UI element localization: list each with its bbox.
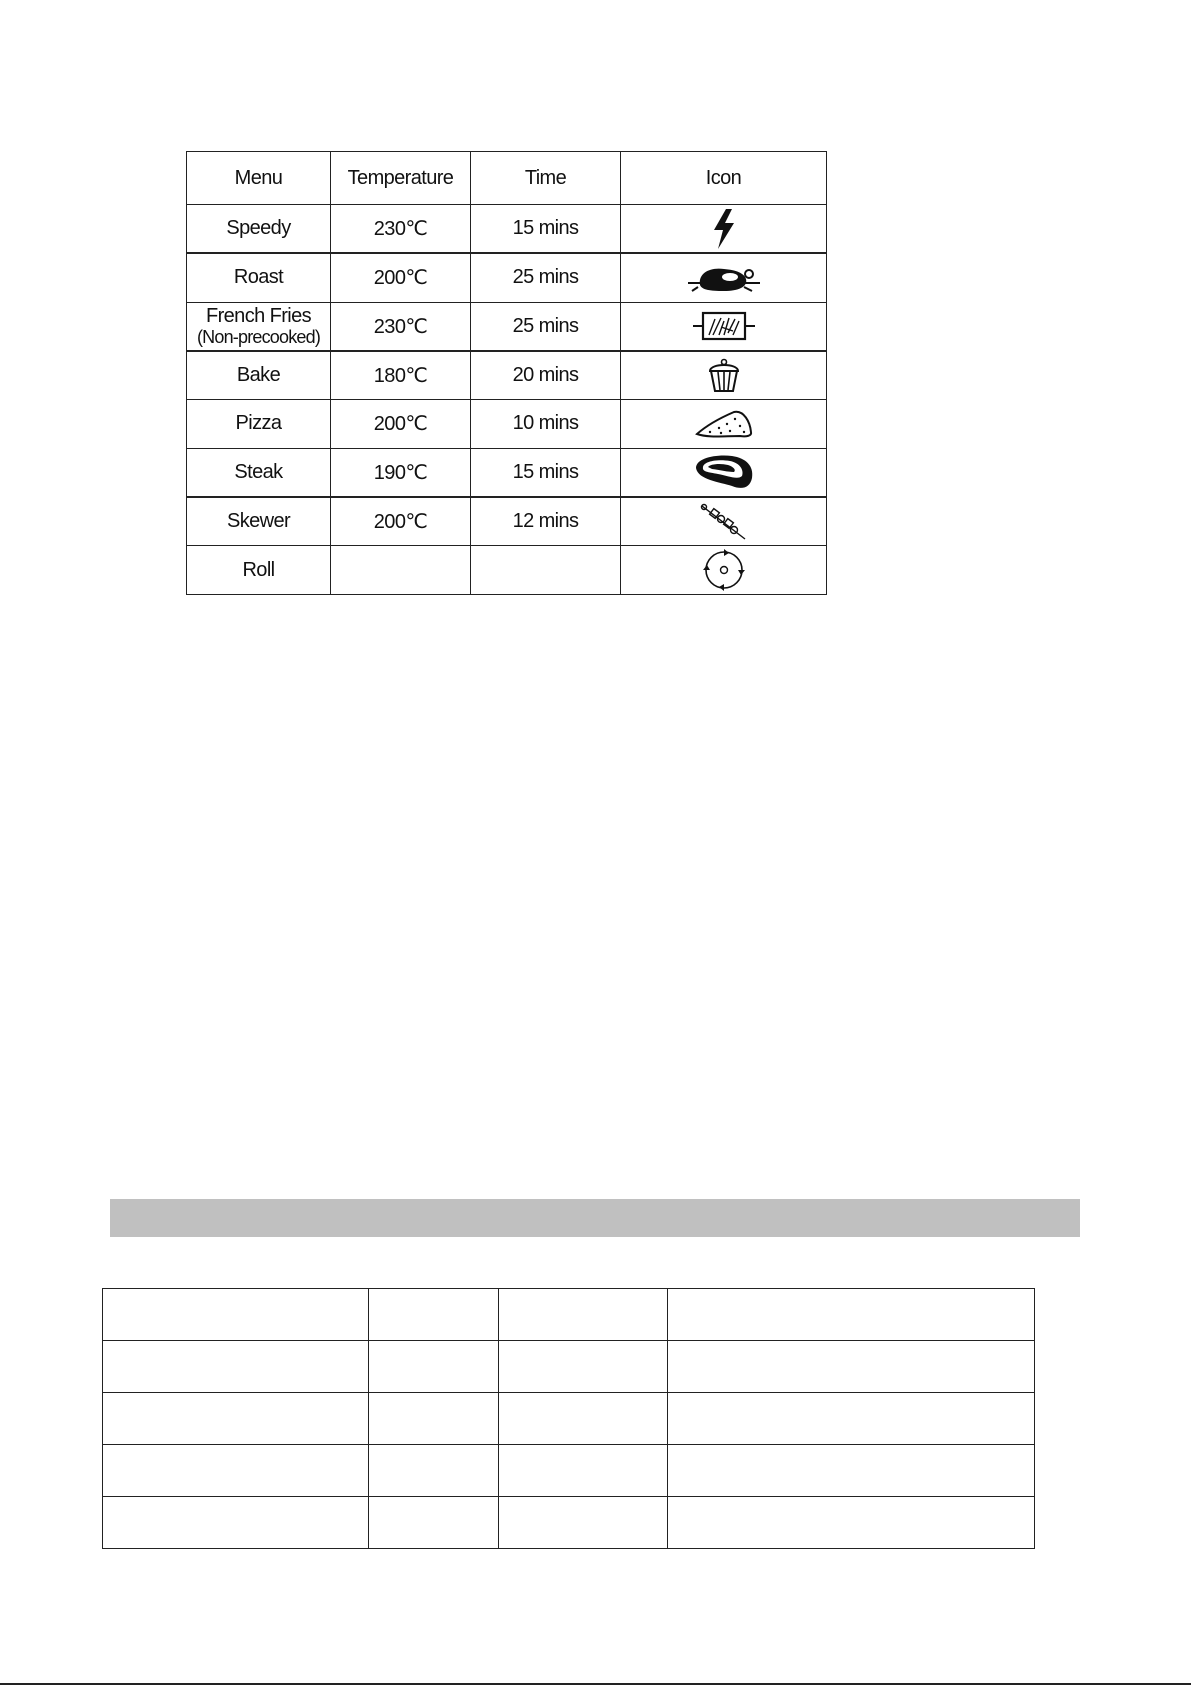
table-cell <box>499 1289 668 1341</box>
menu-name: Bake <box>187 351 331 400</box>
table-cell <box>668 1289 1035 1341</box>
table-row <box>103 1341 1035 1393</box>
table-cell <box>369 1289 499 1341</box>
icon-cell <box>621 497 827 546</box>
menu-temperature: 200℃ <box>331 253 471 302</box>
table-cell <box>668 1497 1035 1549</box>
menu-time: 20 mins <box>471 351 621 400</box>
lightning-icon <box>710 208 738 250</box>
menu-name: Pizza <box>187 400 331 449</box>
menu-time: 12 mins <box>471 497 621 546</box>
table-cell <box>103 1445 369 1497</box>
table-cell <box>499 1497 668 1549</box>
menu-temperature: 230℃ <box>331 205 471 254</box>
icon-cell <box>621 448 827 497</box>
menu-temperature: 180℃ <box>331 351 471 400</box>
menu-time: 15 mins <box>471 448 621 497</box>
table-row <box>103 1497 1035 1549</box>
menu-name: Roast <box>187 253 331 302</box>
menu-temperature: 200℃ <box>331 400 471 449</box>
menu-name: Speedy <box>187 205 331 254</box>
table-cell <box>668 1445 1035 1497</box>
french-fries-icon <box>691 309 757 343</box>
icon-cell <box>621 205 827 254</box>
table-row <box>103 1393 1035 1445</box>
rotation-icon <box>702 548 746 592</box>
header-temperature: Temperature <box>331 152 471 205</box>
table-row <box>187 400 827 449</box>
menu-time: 15 mins <box>471 205 621 254</box>
cooking-menu-table <box>186 151 827 595</box>
table-cell <box>103 1497 369 1549</box>
menu-name: Roll <box>187 546 331 595</box>
table-cell <box>103 1393 369 1445</box>
table-cell <box>499 1445 668 1497</box>
icon-cell <box>621 546 827 595</box>
table-row <box>187 351 827 400</box>
roast-chicken-icon <box>686 261 762 295</box>
table-cell <box>499 1341 668 1393</box>
skewer-icon <box>699 502 749 542</box>
table-row <box>103 1445 1035 1497</box>
menu-temperature <box>331 546 471 595</box>
cupcake-icon <box>706 357 742 393</box>
header-menu: Menu <box>187 152 331 205</box>
table-cell <box>369 1393 499 1445</box>
table-cell <box>369 1445 499 1497</box>
table-cell <box>499 1393 668 1445</box>
menu-name: French Fries <box>205 304 312 327</box>
header-time: Time <box>471 152 621 205</box>
menu-time: 25 mins <box>471 302 621 351</box>
menu-temperature: 190℃ <box>331 448 471 497</box>
footer-text-fragment <box>590 1675 1191 1683</box>
section-header-bar <box>110 1199 1080 1237</box>
table-cell <box>369 1341 499 1393</box>
table-row <box>187 253 827 302</box>
icon-cell <box>621 253 827 302</box>
steak-icon <box>692 452 756 492</box>
menu-name-note: (Non-precooked) <box>196 326 321 347</box>
icon-cell <box>621 302 827 351</box>
menu-time: 25 mins <box>471 253 621 302</box>
menu-name-cell <box>187 302 331 351</box>
table-cell <box>668 1393 1035 1445</box>
table-cell <box>668 1341 1035 1393</box>
menu-name: Skewer <box>187 497 331 546</box>
menu-temperature: 200℃ <box>331 497 471 546</box>
icon-cell <box>621 351 827 400</box>
table-cell <box>369 1497 499 1549</box>
empty-grid-table <box>102 1288 1035 1549</box>
table-row <box>187 302 827 351</box>
table-row <box>187 448 827 497</box>
table-cell <box>103 1289 369 1341</box>
pizza-slice-icon <box>694 408 754 440</box>
table-row <box>103 1289 1035 1341</box>
header-icon: Icon <box>621 152 827 205</box>
menu-name: Steak <box>187 448 331 497</box>
icon-cell <box>621 400 827 449</box>
menu-time: 10 mins <box>471 400 621 449</box>
menu-temperature: 230℃ <box>331 302 471 351</box>
table-row <box>187 497 827 546</box>
menu-table-header-row <box>187 152 827 205</box>
table-cell <box>103 1341 369 1393</box>
menu-time <box>471 546 621 595</box>
table-row <box>187 205 827 254</box>
table-row <box>187 546 827 595</box>
